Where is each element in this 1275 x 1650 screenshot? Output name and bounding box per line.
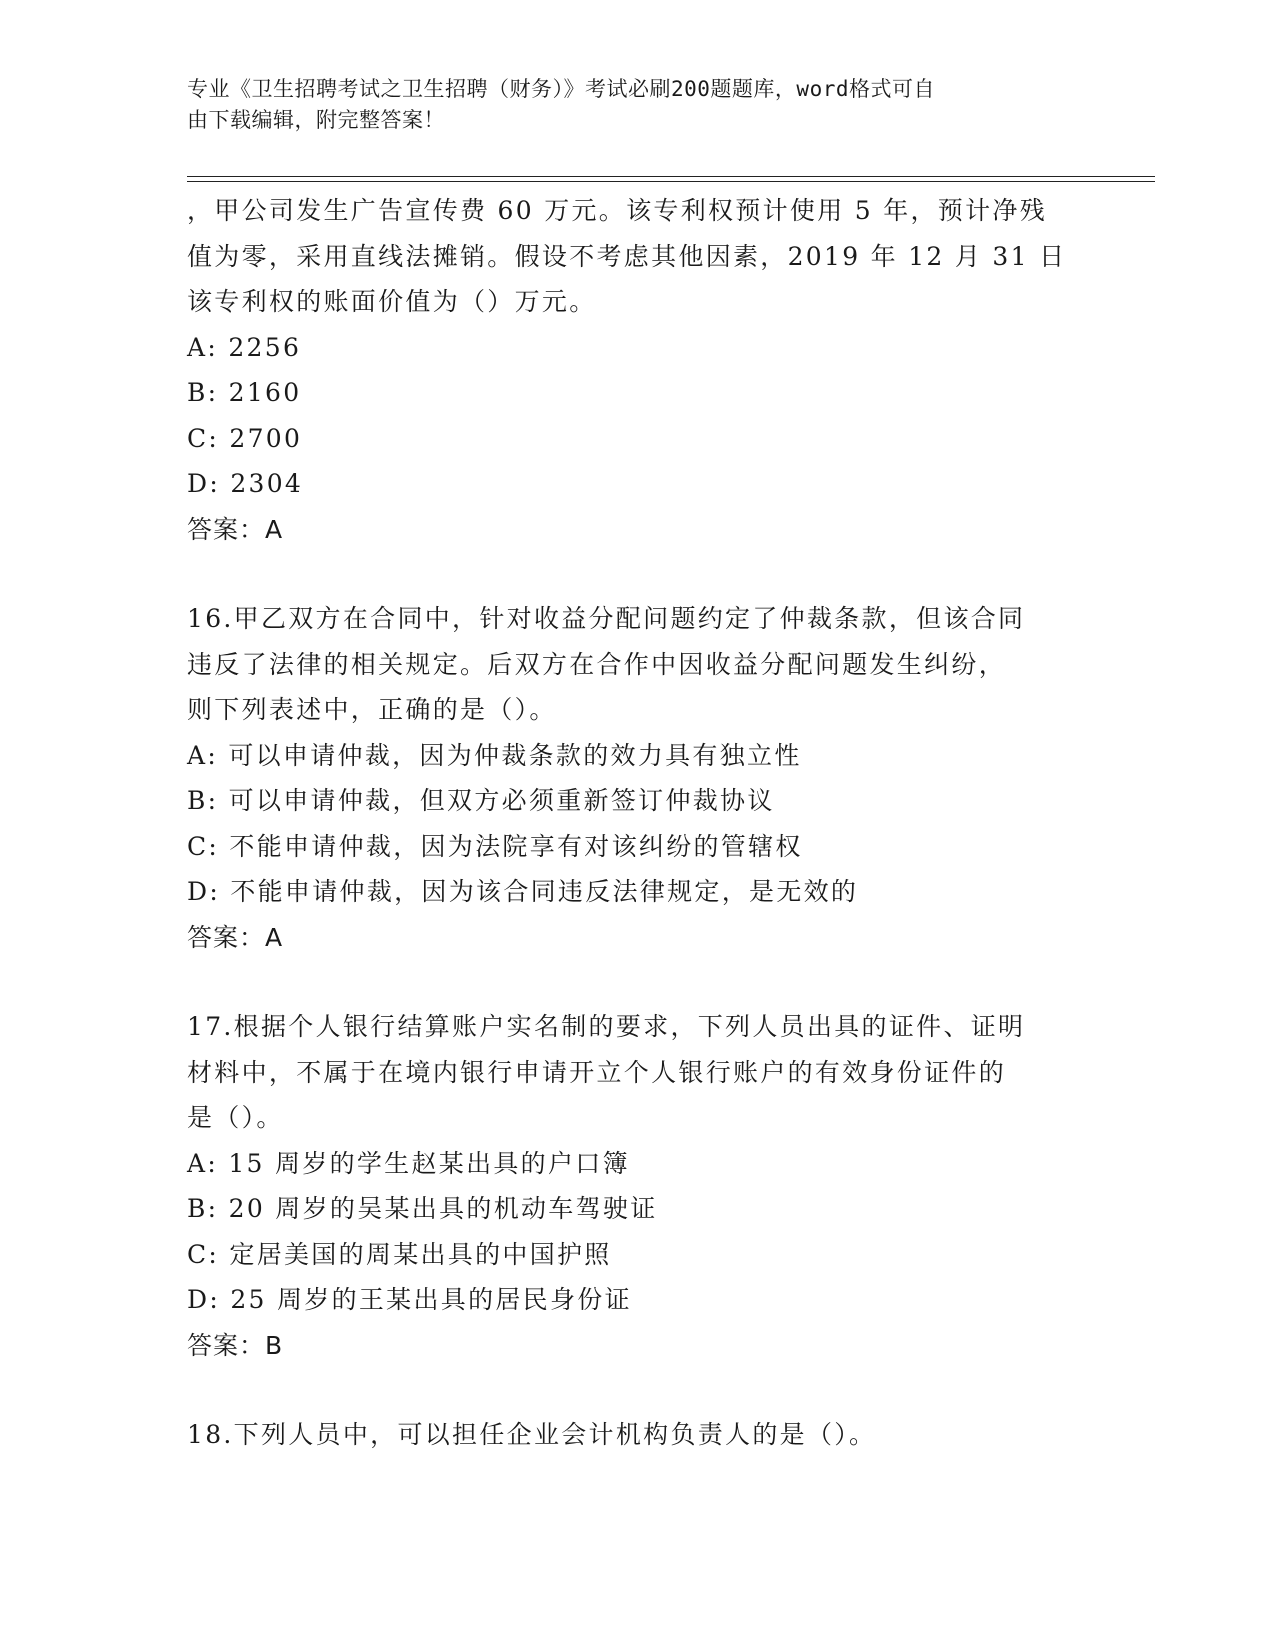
question-stem-line: 则下列表述中，正确的是（）。 [187, 695, 557, 724]
question-stem-line: ，甲公司发生广告宣传费 60 万元。该专利权预计使用 5 年，预计净残 [187, 196, 1048, 225]
question-stem-line: 该专利权的账面价值为（）万元。 [187, 287, 597, 316]
header-line-1: 专业《卫生招聘考试之卫生招聘（财务）》考试必刷200题题库，word格式可自 [187, 77, 935, 101]
answer-line: 答案：A [187, 922, 284, 952]
option-a: A: 2256 [187, 332, 302, 362]
header-rule-bottom [187, 181, 1155, 182]
option-c: C: 定居美国的周某出具的中国护照 [187, 1239, 612, 1269]
answer-line: 答案：A [187, 514, 284, 544]
option-b: B: 20 周岁的吴某出具的机动车驾驶证 [187, 1194, 658, 1223]
option-d: D: 2304 [187, 469, 304, 498]
question-stem-line: 违反了法律的相关规定。后双方在合作中因收益分配问题发生纠纷， [187, 649, 1007, 679]
option-d: D: 不能申请仲裁，因为该合同违反法律规定，是无效的 [187, 877, 859, 906]
spacer [187, 552, 1087, 596]
option-a: A: 15 周岁的学生赵某出具的户口簿 [187, 1148, 630, 1178]
question-stem-line: 是（）。 [187, 1103, 284, 1132]
option-b: B: 2160 [187, 378, 302, 407]
header-rule-top [187, 176, 1155, 177]
document-header [187, 74, 1067, 136]
option-a: A: 可以申请仲裁，因为仲裁条款的效力具有独立性 [187, 740, 802, 770]
option-c: C: 2700 [187, 423, 303, 453]
option-c: C: 不能申请仲裁，因为法院享有对该纠纷的管辖权 [187, 831, 803, 861]
question-stem-line: 值为零，采用直线法摊销。假设不考虑其他因素，2019 年 12 月 31 日 [187, 241, 1067, 271]
spacer [187, 1368, 1087, 1412]
option-d: D: 25 周岁的王某出具的居民身份证 [187, 1285, 632, 1314]
question-list [187, 188, 1087, 1458]
question-stem-line: 17.根据个人银行结算账户实名制的要求，下列人员出具的证件、证明 [187, 1012, 1026, 1041]
question-15 [187, 188, 1087, 552]
question-17 [187, 1004, 1087, 1368]
question-stem-line: 18.下列人员中，可以担任企业会计机构负责人的是（）。 [187, 1420, 877, 1449]
question-18 [187, 1412, 1087, 1458]
header-line-2: 由下载编辑，附完整答案！ [187, 108, 445, 132]
question-stem-line: 材料中，不属于在境内银行申请开立个人银行账户的有效身份证件的 [187, 1057, 1007, 1087]
question-16 [187, 596, 1087, 960]
answer-line: 答案：B [187, 1330, 284, 1360]
spacer [187, 960, 1087, 1004]
question-stem-line: 16.甲乙双方在合同中，针对收益分配问题约定了仲裁条款，但该合同 [187, 604, 1026, 633]
option-b: B: 可以申请仲裁，但双方必须重新签订仲裁协议 [187, 786, 775, 815]
